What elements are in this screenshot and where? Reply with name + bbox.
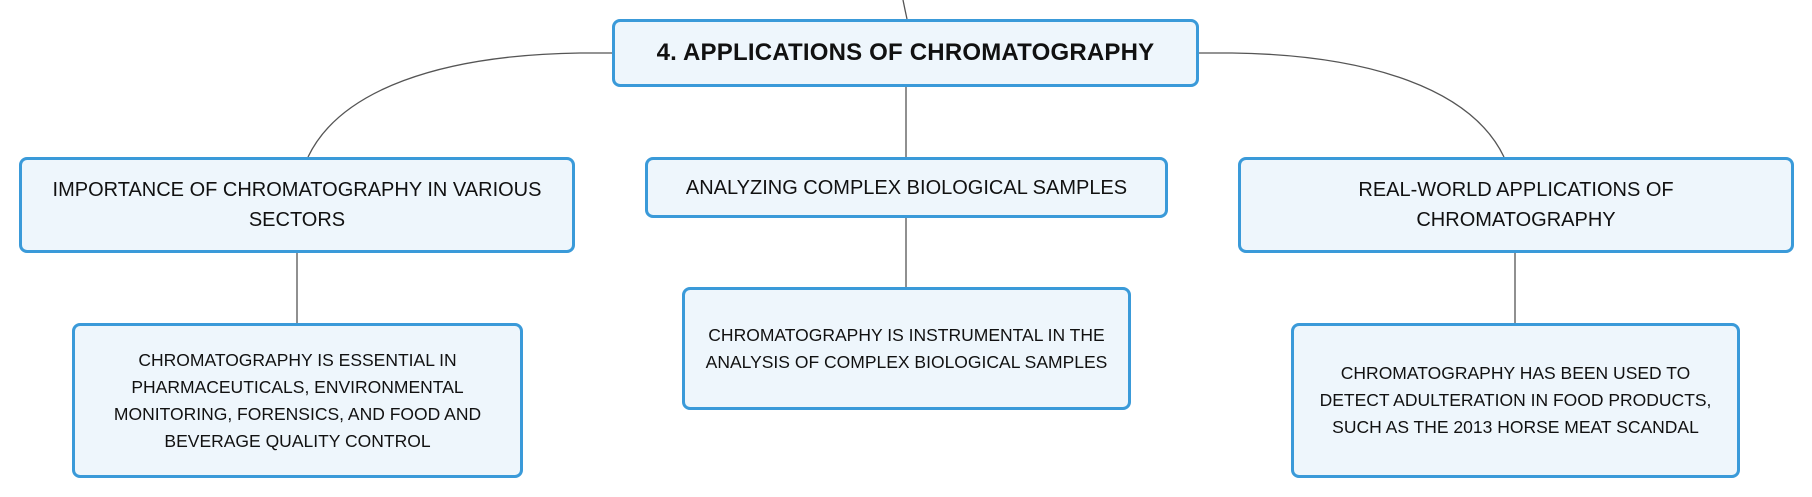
topic-node-importance[interactable] <box>19 157 575 253</box>
connector-root-to-left-topic <box>308 53 612 157</box>
topic-node-label: ANALYZING COMPLEX BIOLOGICAL SAMPLES <box>685 176 1128 199</box>
connector-from-parent <box>903 0 907 19</box>
topic-node-label: REAL-WORLD APPLICATIONS OF CHROMATOGRAPHY <box>1358 179 1674 231</box>
connector-root-to-right-topic <box>1199 53 1504 157</box>
topic-node-biological-samples[interactable] <box>645 157 1168 218</box>
detail-node-text: CHROMATOGRAPHY HAS BEEN USED TO DETECT ADULTERATION IN FOOD PRODUCTS, SUCH AS THE 2013 HORSE MEAT SCANDAL <box>1319 363 1712 437</box>
topic-node-label: IMPORTANCE OF CHROMATOGRAPHY IN VARIOUS SECTORS <box>52 179 542 231</box>
root-node[interactable] <box>612 19 1199 87</box>
detail-node-text: CHROMATOGRAPHY IS ESSENTIAL IN PHARMACEUTICALS, ENVIRONMENTAL MONITORING, FORENSICS, AND FOOD AND BEVERAGE QUALITY CONTROL <box>113 349 482 451</box>
topic-node-real-world[interactable] <box>1238 157 1794 253</box>
detail-node-importance[interactable] <box>72 323 523 478</box>
root-node-label: 4. APPLICATIONS OF CHROMATOGRAPHY <box>656 39 1155 66</box>
detail-node-biological-samples[interactable] <box>682 287 1131 410</box>
detail-node-real-world[interactable] <box>1291 323 1740 478</box>
detail-node-text: CHROMATOGRAPHY IS INSTRUMENTAL IN THE ANALYSIS OF COMPLEX BIOLOGICAL SAMPLES <box>705 324 1108 372</box>
